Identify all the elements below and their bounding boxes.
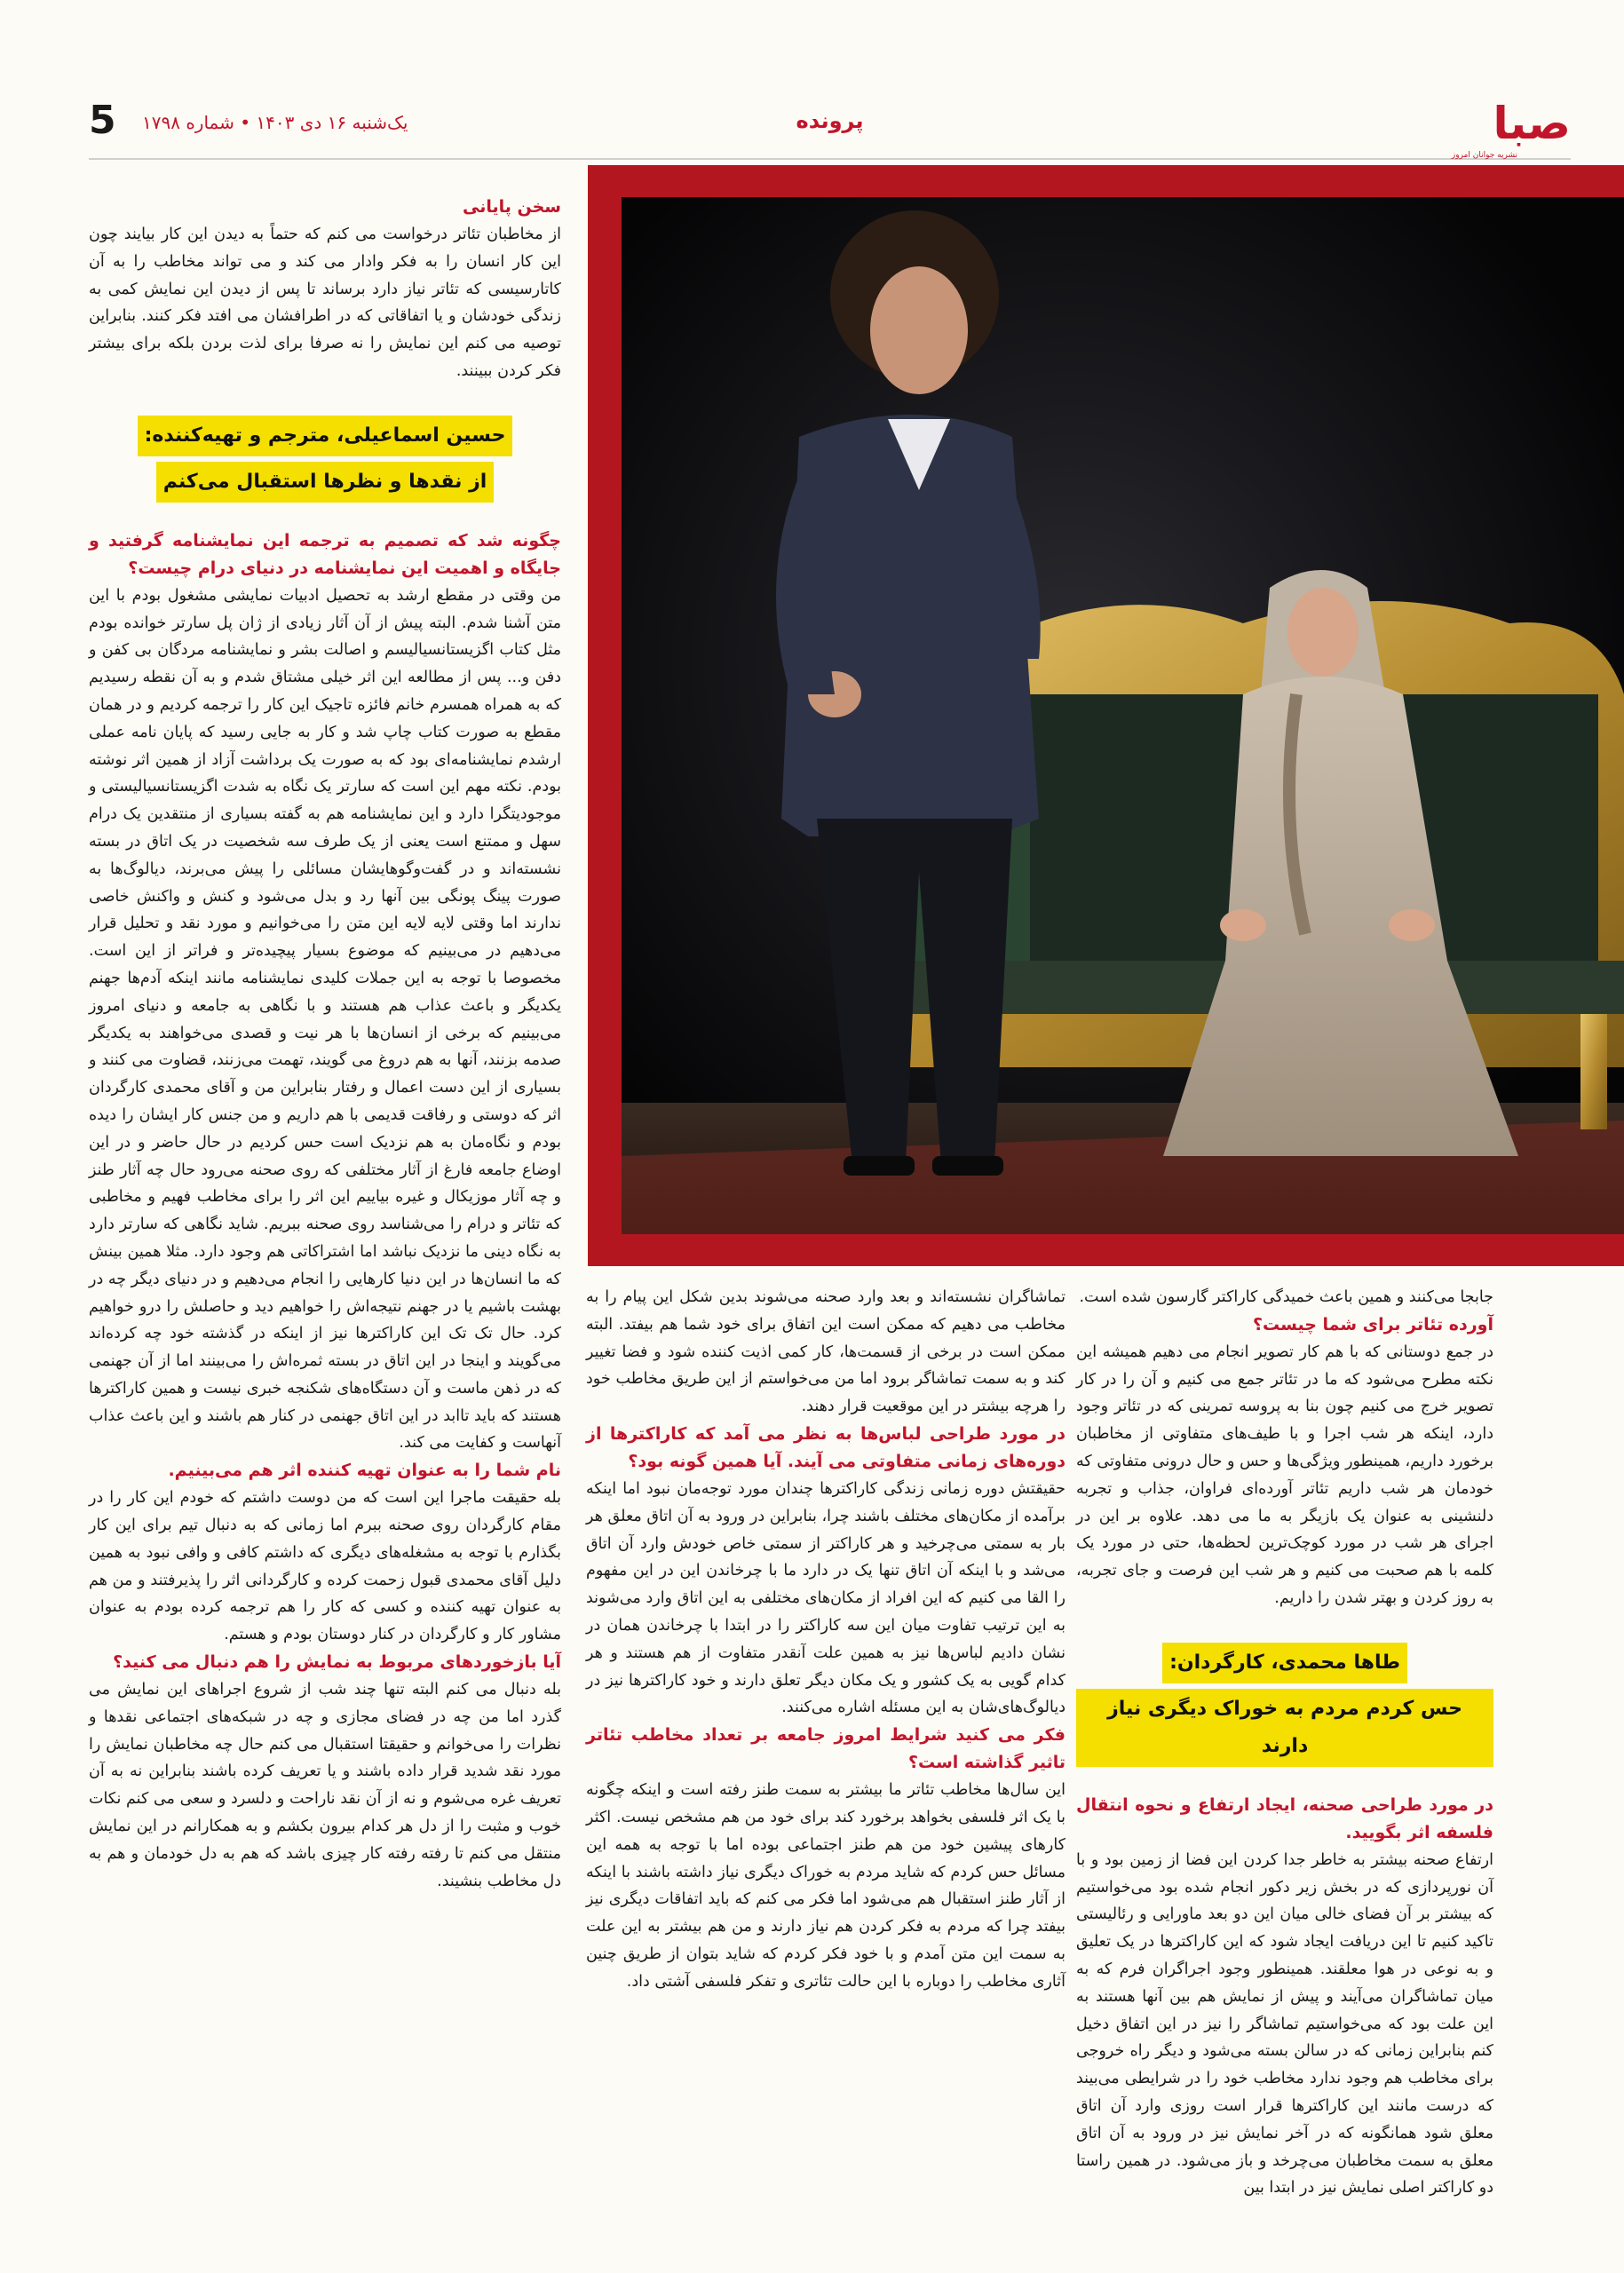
article-column-left (1076, 1284, 1493, 2202)
page-number: 5 (89, 98, 116, 143)
stage-photo (622, 197, 1624, 1234)
question-heading: در مورد طراحی لباس‌ها به نظر می آمد که کاراکترها از دوره‌های زمانی متفاوتی می آیند. آیا همین گونه بود؟ (586, 1423, 1066, 1471)
question-heading: فکر می کنید شرایط امروز جامعه بر تعداد مخاطب تئاتر تاثیر گذاشته است؟ (586, 1725, 1066, 1773)
headline-line-2: از نقدها و نظرها استقبال می‌کنم (156, 462, 495, 503)
answer-paragraph: من وقتی در مقطع ارشد به تحصیل ادبیات نمایشی مشغول بودم با این متن آشنا شدم. البته پیش از آن آثار زیادی از ژان پل سارتر خوانده بودم مثل کتاب اگزیستانسیالیسم و اصالت بشر و نمایشنامه مردگان بی کفن و دفن و... پس از مطالعه این اثر خیلی مشتاق شدم و به آن نقطه رسیدیم که به همراه همسرم خانم فائزه تاجیک این کار را ترجمه کردیم و در همان مقطع به صورت کتاب چاپ شد و کار به جایی رسید که پایان نامه عملی ارشدم نمایشنامه‌ای بود که به صورت یک برداشت آزاد از همین اثر نوشته بودم. نکته مهم این است که سارتر یک نگاه به شدت اگزیستانسیالیستی و موجودیتگرا دارد و این نمایشنامه هم به گفته بسیاری از منتقدین یک درام سهل و ممتنع است یعنی از یک طرف سه شخصیت در یک اتاق در بسته نشسته‌اند و در گفت‌وگوهایشان مسائلی را پیش می‌برند، دیالوگ‌ها به صورت پینگ پونگی بین آنها رد و بدل می‌شود و کنش و واکنش خاصی ندارند اما وقتی لایه لایه این متن را می‌خوانیم و مورد نقد و تحلیل قرار می‌دهیم در می‌بینیم که موضوع بسیار پیچیده‌تر و فراتر از این است. مخصوصا با توجه به این جملات کلیدی نمایشنامه مانند اینکه آدم‌ها جهنم یکدیگر و باعث عذاب هم هستند و با نگاهی به جامعه و دنیای امروز می‌بینیم که برخی از انسان‌ها با هر نیت و قصدی می‌خواهند به یکدیگر صدمه بزنند، آنها به هم دروغ می گویند، تهمت می‌زنند، قضاوت می کنند و بسیاری از این دست اعمال و رفتار بنابراین من و آقای محمدی کارگردان اثر که دوستی و رفاقت قدیمی با هم داریم و من جنس کار ایشان را دیده بودم و نگاه‌مان به هم نزدیک است حس کردیم در حال حاضر و در این اوضاع جامعه فارغ از آثار مختلفی که روی صحنه می‌رود حال چه آثار طنز و چه آثار موزیکال و غیره بیاییم این اثر را برای مخاطب فهیم و مخاطبی که تئاتر و درام را می‌شناسد روی صحنه ببریم. شاید نگاهی که سارتر دارد به نگاه دینی ما نزدیک نباشد اما اشتراکاتی هم وجود دارد. مثلا همین بینش که ما انسان‌ها در این دنیا کارهایی را انجام می‌دهیم و در دنیای دیگر چه در بهشت باشیم یا در جهنم نتیجه‌اش را خواهیم دید و حاصلش را درو خواهیم کرد. حال تک تک این کاراکترها نیز از اینکه در گذشته خود چه کرده‌اند می‌گویند و اینجا در این اتاق در بسته ثمره‌اش را می‌بینند اما از آن جهنمی که در ذهن ماست و آن دستگاه‌های شکنجه خبری نیست و همین کاراکترها هستند که باید تاابد در این اتاق جهنمی در کنار هم باشند و این باعث عذاب آنهاست و کفایت می کند. (89, 586, 561, 1453)
interview-headline (89, 416, 561, 503)
answer-paragraph: این سال‌ها مخاطب تئاتر ما بیشتر به سمت طنز رفته است و اینکه چگونه با یک اثر فلسفی بخواهد برخورد کند برای خود من هم مشخص نیست. اکثر کارهای پیشین خود من هم طنز اجتماعی بوده اما با توجه به همه این مسائل حس کردم که شاید مردم به خوراک دیگری نیاز داشته باشند با اینکه از آثار طنز استقبال هم می‌شود اما فکر می کنم که باید اتفاقات دیگری نیز بیفتد چرا که مردم به فکر کردن هم نیاز دارند و من هم بیشتر به این علت به سمت این متن آمدم و با خود فکر کردم که شاید بتوان از طریق چنین آثاری مخاطب را دوباره با این حالت تئاتری و تفکر فلسفی آشتی داد. (586, 1781, 1066, 1991)
answer-paragraph: بله دنبال می کنم البته تنها چند شب از شروع اجراهای این نمایش می گذرد اما من چه در فضای مجازی و چه در شبکه‌های اجتماعی نقدها و نظرات را می‌خوانم و حقیقتا استقبال می کنم حال چه مخاطبان نمایش را مورد نقد شدید قرار داده باشند و یا تعریف کرده باشند بنابراین نه به آن تعریف غره می‌شوم و نه از آن نقد ناراحت و دلسرد و سعی می کنم نکات خوب و مثبت را از دل هر کدام بیرون بکشم و به همکارانم در این نمایش منتقل می کنم تا رفته رفته کار چیزی باشد که هم به دل خودمان و هم به دل مخاطب بنشیند. (89, 1681, 561, 1890)
interview-headline (1076, 1643, 1493, 1767)
logo-tagline: نشریه جوانان امروز (1451, 151, 1517, 160)
headline-line-2: حس کردم مردم به خوراک دیگری نیاز دارند (1076, 1689, 1493, 1767)
answer-paragraph: بله حقیقت ماجرا این است که من دوست داشتم که خودم این کار را در مقام کارگردان روی صحنه ببرم اما زمانی که به دنبال تیم برای این کار بگذارم با توجه به مشغله‌های دیگری که داشتم کافی و وافی نبود به همین دلیل آقای محمدی قبول زحمت کرده و کارگردانی اثر را پذیرفتند و من هم به عنوان تهیه کننده و کسی که کار را هم ترجمه کرده بودم به عنوان مشاور کار و کارگردان در کنار دوستان بودم و هستم. (89, 1489, 561, 1644)
page-header (89, 89, 1571, 160)
issue-info: یک‌شنبه ۱۶ دی ۱۴۰۳ • شماره ۱۷۹۸ (142, 112, 408, 133)
section-title: پرونده (796, 108, 864, 133)
answer-paragraph: حقیقتش دوره زمانی زندگی کاراکترها چندان مورد توجه‌مان نبود اما اینکه برآمده از مکان‌های مختلف باشند چرا، بنابراین در ورود به آن اتاق معلق هر بار به سمتی می‌چرخید و هر کاراکتر از سمتی خاص خودش وارد آن اتاق می‌شد و با اینکه آن اتاق تنها یک در دارد ما با چرخاندن این در این مفهوم را القا می کنیم که این افراد از مکان‌های مختلفی به این اتاق وارد می‌شوند به این ترتیب تفاوت میان این سه کاراکتر را در ابتدا با چرخاندن همان در نشان دادیم لباس‌ها نیز به همین علت آنقدر متفاوت از هم هستند و هر کدام گویی به یک کشور و یک مکان دیگر تعلق دارند و خود کاراکترها نیز در دیالوگ‌های‌شان به این مسئله اشاره می‌کنند. (586, 1479, 1066, 1717)
question-heading: در مورد طراحی صحنه، ایجاد ارتفاع و نحوه انتقال فلسفه اثر بگویید. (1076, 1794, 1493, 1842)
answer-paragraph: در جمع دوستانی که با هم کار تصویر انجام می دهیم همیشه این نکته مطرح می‌شود که ما در تئاتر جمع می کنیم و آن را در کار تصویر خرج می کنیم چون بنا به پروسه تمرینی که در تئاتر وجود دارد، اینکه هر شب اجرا و با طیف‌های متفاوتی از مخاطبان برخورد داریم، همینطور ویژگی‌ها و حس و حال درونی متفاوتی که خودمان هر شب داریم تئاتر آورده‌ای فراوان، جذاب و تجربه دلنشینی به عنوان یک بازیگر به ما می دهد. علاوه بر این در اجرای هر شب در مورد کوچک‌ترین لحظه‌ها، حتی در مورد یک کلمه با هم صحبت می کنیم و هر شب این فرصت و جای تجربه، به روز کردن و بهتر شدن را داریم. (1076, 1342, 1493, 1607)
stage-scene-illustration (622, 197, 1624, 1234)
question-heading: آیا بازخوردهای مربوط به نمایش را هم دنبال می کنید؟ (113, 1652, 561, 1673)
headline-line-1: طاها محمدی، کارگردان: (1162, 1643, 1407, 1683)
answer-paragraph: از مخاطبان تئاتر درخواست می کنم که حتماً به دیدن این کار بیایند چون این کار انسان را به فکر وادار می کند و می تواند مخاطب را به آن کاتارسیسی که تئاتر نیاز دارد برساند تا پس از دیدن این نمایش کمی به زندگی خودشان و یا اتفاقاتی که در اطرافشان می افتد فکر کنند. بنابراین توصیه می کنم این نمایش را نه صرفا برای لذت بردن بلکه برای بیشتر فکر کردن ببینند. (89, 226, 561, 380)
question-heading: سخن پایانی (463, 197, 561, 217)
headline-line-1: حسین اسماعیلی، مترجم و تهیه‌کننده: (138, 416, 513, 456)
magazine-logo[interactable]: صبا (1493, 98, 1571, 149)
answer-paragraph: ارتفاع صحنه بیشتر به خاطر جدا کردن این فضا از زمین بود و با آن نورپردازی که در بخش زیر دکور انجام شده بود می‌خواستیم که بیشتر بر آن فضای خالی میان این دو بعد ماورایی و رئالیستی تاکید کنیم تا این دریافت ایجاد شود که این کاراکترها در یک تعلیق و به نوعی در هوا معلقند. همینطور وجود اجراگران فرم که به میان تماشاگران می‌آیند و پیش از نمایش هم بین آنها هستند به این علت بود که می‌خواستیم تماشاگر را نیز در این اتفاق دخیل کنم بنابراین زمانی که در سالن بسته می‌شود و دیگر راه خروجی برای مخاطب هم وجود ندارد مخاطب خود را در شرایطی می‌بیند که درست مانند این کاراکترها قرار است روزی وارد آن اتاق معلق شود همانگونه که در آخر نمایش نیز در ورود به آن اتاق معلق به سمت مخاطبان می‌چرخد و باز می‌شود. در همین راستا دو کاراکتر اصلی نمایش نیز در ابتدا بین (1076, 1850, 1493, 2198)
question-heading: آورده تئاتر برای شما چیست؟ (1252, 1314, 1493, 1334)
answer-paragraph: تماشاگران نشسته‌اند و بعد وارد صحنه می‌شوند بدین شکل این پیام را به مخاطب می دهیم که ممکن است این اتفاق برای خود شما هم بیفتد. البته ممکن است در برخی از قسمت‌ها، کار کمی اذیت کننده شود و فضا تغییر کند و به سمت تماشاگر برود اما من می‌خواستم از این طریق مخاطب خود را هرچه بیشتر در این موقعیت قرار دهند. (586, 1288, 1066, 1416)
answer-paragraph: جابجا می‌کنند و همین باعث خمیدگی کاراکتر گارسون شده است. (1079, 1288, 1493, 1306)
question-heading: نام شما را به عنوان تهیه کننده اثر هم می‌بینیم. (168, 1461, 561, 1481)
article-column-right (89, 194, 561, 1895)
question-heading: چگونه شد که تصمیم به ترجمه این نمایشنامه گرفتید و جایگاه و اهمیت این نمایشنامه در دنیای درام چیست؟ (89, 530, 561, 578)
article-column-middle (586, 1284, 1066, 1996)
